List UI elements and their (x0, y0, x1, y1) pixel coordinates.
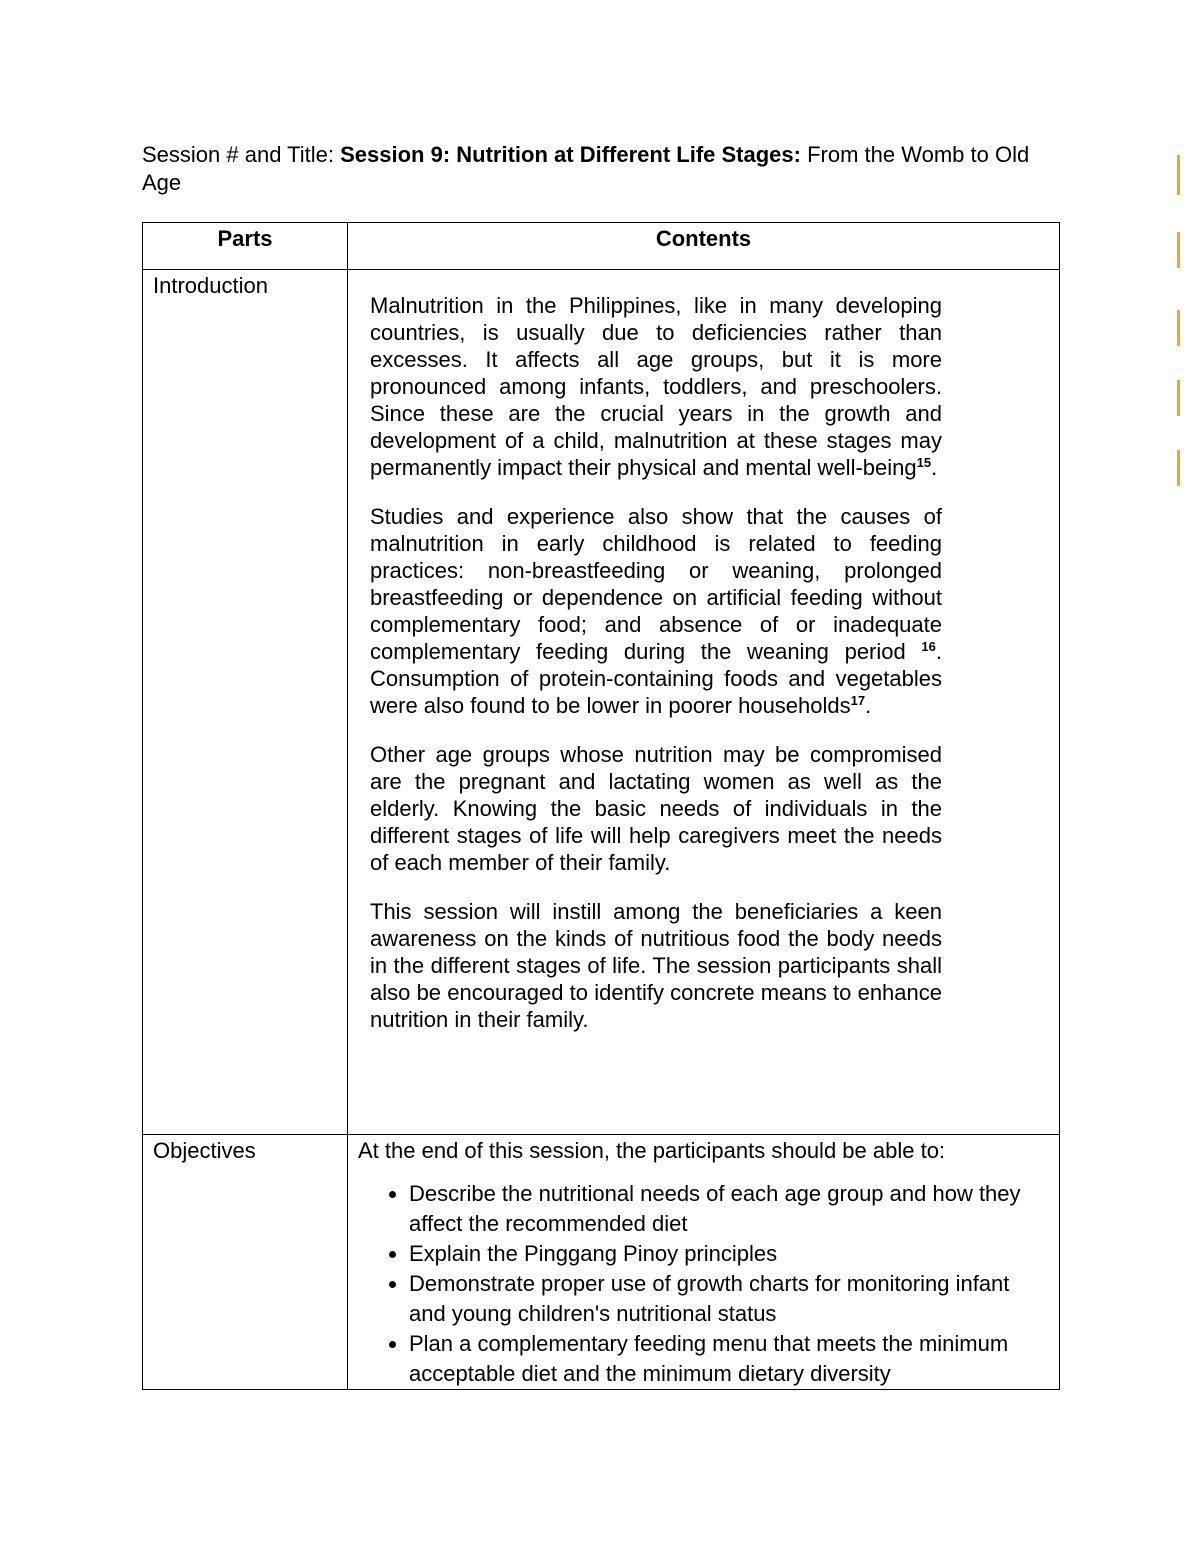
intro-paragraph-2-text-b: . Consumption of protein-containing foods and vegetables were also found to be lower in poorer households (370, 639, 942, 718)
page-edge-mark (1177, 450, 1180, 486)
page-edge-mark (1177, 232, 1180, 268)
list-item: • Demonstrate proper use of growth charts for monitoring infant and young children's nutritional status (409, 1269, 1029, 1329)
list-item: • Explain the Pinggang Pinoy principles (409, 1239, 1029, 1269)
page-edge-mark (1177, 380, 1180, 416)
session-heading-prefix: Session # and Title: (142, 142, 341, 167)
objectives-list (348, 1179, 1029, 1389)
objectives-label-cell (143, 1135, 348, 1390)
introduction-label-cell (143, 270, 348, 1135)
intro-paragraph-2 (370, 503, 942, 719)
table-header-row (143, 223, 1060, 270)
session-heading (142, 141, 1072, 197)
intro-paragraph-3: Other age groups whose nutrition may be compromised are the pregnant and lactating women as well as the elderly. Knowing the basic needs of individuals in the different stages of life will help caregivers meet the needs of each member of their family. (370, 742, 942, 875)
intro-paragraph-1-text: Malnutrition in the Philippines, like in many developing countries, is usually due to deficiencies rather than excesses. It affects all age groups, but it is more pronounced among infants, toddlers, and preschoolers. Since these are the crucial years in the growth and development of a child, malnutrition at these stages may permanently impact their physical and mental well-being (370, 293, 942, 480)
intro-paragraph-1 (370, 292, 942, 481)
intro-paragraph-1-end: . (931, 455, 938, 480)
introduction-body (370, 292, 942, 1033)
page-edge-mark (1177, 310, 1180, 346)
intro-paragraph-2-end: . (865, 693, 872, 718)
table-row-objectives (143, 1135, 1060, 1390)
list-item: • Describe the nutritional needs of each age group and how they affect the recommended diet (409, 1179, 1029, 1239)
intro-paragraph-4: This session will instill among the beneficiaries a keen awareness on the kinds of nutritious food the body needs in the different stages of life. The session participants shall also be encouraged to identify concrete means to enhance nutrition in their family. (370, 899, 942, 1032)
page-edge-mark (1177, 155, 1180, 195)
intro-paragraph-2-text-a: Studies and experience also show that the causes of malnutrition in early childhood is related to feeding practices: non-breastfeeding or weaning, prolonged breastfeeding or dependence on artificial feeding without complementary food; and absence of or inadequate complementary feeding during the weaning period (370, 504, 942, 664)
introduction-content-cell (348, 270, 1060, 1135)
header-contents: Contents (348, 223, 1060, 270)
session-heading-title: Session 9: Nutrition at Different Life Stages: (340, 142, 801, 167)
list-item: • Plan a complementary feeding menu that meets the minimum acceptable diet and the minimum dietary diversity (409, 1329, 1029, 1389)
session-table (142, 222, 1060, 1390)
footnote-ref-17: 17 (850, 693, 866, 708)
objectives-label: Objectives (153, 1138, 256, 1163)
introduction-label: Introduction (153, 273, 268, 298)
objectives-lead: At the end of this session, the participants should be able to: (358, 1138, 946, 1163)
footnote-ref-16: 16 (921, 639, 936, 654)
objectives-content-cell (348, 1135, 1060, 1390)
footnote-ref-15: 15 (916, 455, 932, 470)
table-row-introduction (143, 270, 1060, 1135)
header-parts: Parts (143, 223, 348, 270)
session-heading-suffix: From the Womb to Old Age (142, 142, 1030, 195)
